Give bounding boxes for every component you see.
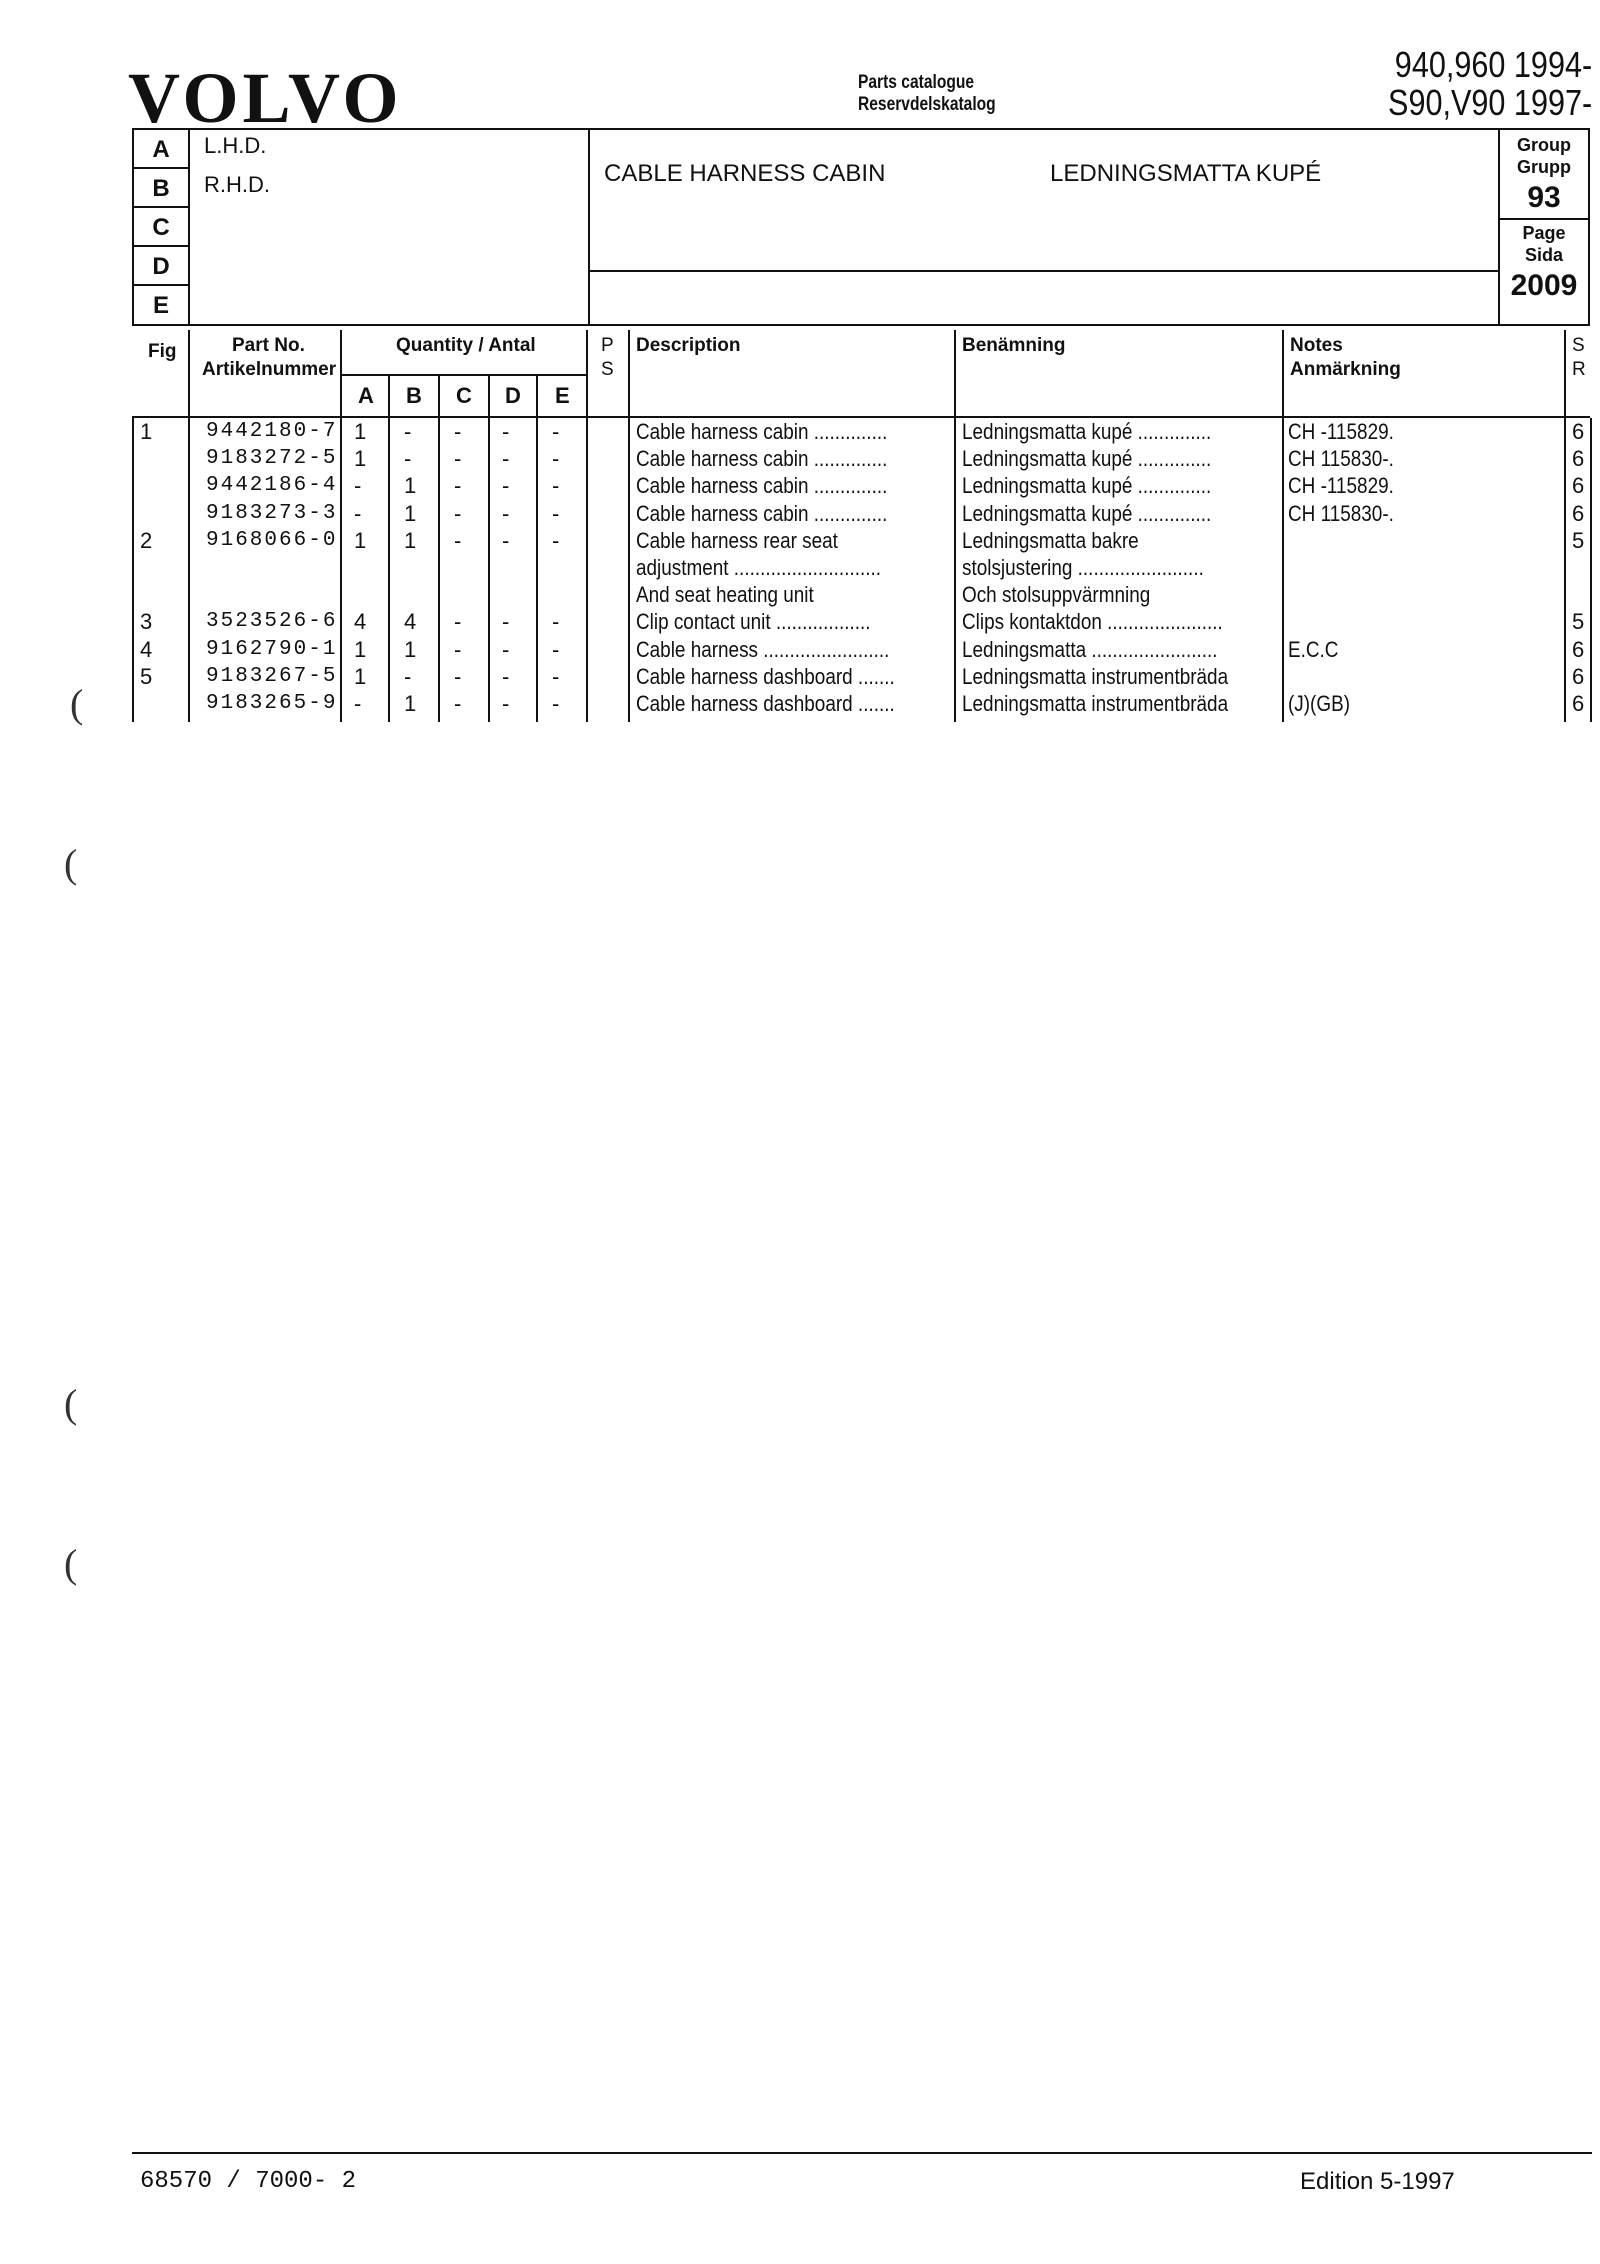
fig-number: 5	[140, 663, 153, 689]
table-row	[132, 418, 1590, 445]
benamning: Ledningsmatta instrumentbräda	[962, 691, 1229, 716]
table-row	[132, 527, 1590, 554]
description: Cable harness rear seat	[636, 527, 838, 553]
description: adjustment ............................	[636, 555, 881, 580]
notes: CH 115830-.	[1288, 446, 1394, 472]
sr-code: 6	[1572, 446, 1585, 472]
notes: E.C.C	[1288, 636, 1339, 662]
model-line-2: S90,V90 1997-	[1387, 82, 1592, 123]
description: Cable harness cabin ..............	[636, 500, 888, 526]
table-row	[132, 690, 1590, 717]
benamning: Ledningsmatta kupé ..............	[962, 473, 1212, 499]
variant-letters	[134, 130, 190, 324]
fig-number: 3	[140, 609, 153, 635]
sr-code: 6	[1572, 419, 1585, 444]
benamning: Ledningsmatta bakre	[962, 527, 1139, 553]
col-qty-b: B	[406, 383, 422, 408]
col-qty-e: E	[555, 383, 570, 408]
punch-mark: (	[70, 681, 84, 726]
benamning: stolsjustering ........................	[962, 555, 1204, 580]
qty-b: 1	[404, 500, 417, 526]
table-column-rule	[1590, 418, 1592, 722]
catalogue-en: Parts catalogue	[858, 72, 975, 93]
qty-b: -	[404, 419, 412, 444]
qty-b: 1	[404, 691, 417, 716]
col-sr-r: R	[1572, 359, 1586, 380]
col-description: Description	[636, 335, 741, 356]
benamning: Ledningsmatta kupé ..............	[962, 446, 1212, 472]
title-sv: LEDNINGSMATTA KUPÉ	[1050, 160, 1322, 187]
qty-e: -	[552, 446, 560, 472]
qty-e: -	[552, 636, 560, 662]
description: Cable harness cabin ..............	[636, 473, 888, 499]
sr-code: 5	[1572, 609, 1585, 635]
qty-a: 1	[354, 527, 367, 553]
footer-rule	[132, 2152, 1592, 2154]
part-number: 3523526-6	[206, 610, 338, 634]
qty-b: -	[404, 446, 412, 472]
description: Cable harness dashboard .......	[636, 691, 895, 716]
description: Cable harness cabin ..............	[636, 419, 888, 444]
variant-b: B	[134, 169, 188, 208]
sr-code: 6	[1572, 691, 1585, 716]
edition: Edition 5-1997	[1300, 2168, 1455, 2195]
col-artikel: Artikelnummer	[202, 359, 337, 380]
benamning: Och stolsuppvärmning	[962, 582, 1151, 608]
header-box	[132, 128, 1590, 326]
table-row	[132, 554, 1590, 581]
qty-b: 1	[404, 636, 417, 662]
sr-code: 6	[1572, 473, 1585, 499]
qty-a: 4	[354, 609, 367, 635]
document-number: 68570 / 7000- 2	[140, 2168, 357, 2195]
sr-code: 6	[1572, 663, 1585, 689]
description: Cable harness cabin ..............	[636, 446, 888, 472]
qty-b: 1	[404, 473, 417, 499]
col-notes: Notes	[1290, 335, 1343, 356]
drive-lhd: L.H.D.	[204, 133, 267, 158]
sr-code: 6	[1572, 636, 1585, 662]
qty-d: -	[502, 663, 510, 689]
notes: CH 115830-.	[1288, 500, 1394, 526]
col-fig: Fig	[148, 341, 177, 362]
table-row	[132, 581, 1590, 608]
qty-a: 1	[354, 419, 367, 444]
qty-c: -	[454, 636, 462, 662]
fig-number: 1	[140, 419, 153, 444]
group-label-sv: Grupp	[1517, 157, 1571, 177]
qty-e: -	[552, 500, 560, 526]
part-number: 9442180-7	[206, 420, 338, 443]
qty-c: -	[454, 527, 462, 553]
description: And seat heating unit	[636, 582, 814, 608]
qty-e: -	[552, 527, 560, 553]
part-number: 9442186-4	[206, 474, 338, 498]
model-line-1: 940,960 1994-	[1394, 44, 1592, 85]
punch-mark: (	[64, 1541, 78, 1586]
qty-e: -	[552, 609, 560, 635]
title-divider	[590, 270, 1498, 272]
part-number: 9162790-1	[206, 637, 338, 661]
table-row	[132, 663, 1590, 690]
catalogue-title	[858, 72, 996, 116]
table-row	[132, 445, 1590, 472]
qty-a: -	[354, 500, 362, 526]
qty-d: -	[502, 500, 510, 526]
group-box	[1500, 130, 1588, 324]
col-anmarkning: Anmärkning	[1290, 359, 1401, 380]
fig-number: 4	[140, 636, 153, 662]
model-range	[1388, 46, 1592, 122]
page-label-sv: Sida	[1524, 245, 1563, 265]
qty-b: 1	[404, 527, 417, 553]
qty-d: -	[502, 636, 510, 662]
qty-a: -	[354, 691, 362, 716]
description: Clip contact unit ..................	[636, 609, 871, 635]
variant-d: D	[134, 247, 188, 286]
qty-d: -	[502, 419, 510, 444]
punch-mark: (	[64, 841, 78, 886]
col-benamning: Benämning	[962, 335, 1066, 356]
benamning: Ledningsmatta instrumentbräda	[962, 663, 1229, 689]
qty-d: -	[502, 446, 510, 472]
benamning: Clips kontaktdon ......................	[962, 609, 1223, 635]
qty-a: -	[354, 473, 362, 499]
qty-a: 1	[354, 636, 367, 662]
table-row	[132, 500, 1590, 527]
qty-a: 1	[354, 663, 367, 689]
col-ps-p: P	[601, 335, 614, 356]
group-label-en: Group	[1517, 135, 1571, 155]
qty-d: -	[502, 473, 510, 499]
col-ps-s: S	[601, 359, 614, 380]
qty-d: -	[502, 691, 510, 716]
notes: CH -115829.	[1288, 419, 1394, 444]
part-number: 9183272-5	[206, 447, 338, 471]
table-row	[132, 636, 1590, 663]
col-qty-c: C	[456, 383, 472, 408]
qty-e: -	[552, 419, 560, 444]
col-qty-d: D	[505, 383, 521, 408]
table-row	[132, 608, 1590, 635]
variant-a: A	[134, 130, 188, 169]
parts-table-body	[132, 418, 1590, 722]
description: Cable harness ........................	[636, 636, 890, 662]
sr-code: 6	[1572, 500, 1585, 526]
qty-b: -	[404, 663, 412, 689]
qty-c: -	[454, 473, 462, 499]
title-box	[588, 130, 1500, 324]
fig-number: 2	[140, 527, 153, 553]
benamning: Ledningsmatta kupé ..............	[962, 500, 1212, 526]
qty-c: -	[454, 609, 462, 635]
qty-a: 1	[354, 446, 367, 472]
group-number: 93	[1527, 181, 1561, 214]
qty-d: -	[502, 609, 510, 635]
col-quantity: Quantity / Antal	[396, 335, 536, 356]
group-divider	[1500, 218, 1588, 220]
description: Cable harness dashboard .......	[636, 663, 895, 689]
catalogue-sv: Reservdelskatalog	[858, 94, 996, 115]
sr-code: 5	[1572, 527, 1585, 553]
qty-c: -	[454, 446, 462, 472]
table-row	[132, 472, 1590, 499]
title-en: CABLE HARNESS CABIN	[604, 160, 886, 187]
table-header	[132, 330, 1590, 416]
variant-c: C	[134, 208, 188, 247]
volvo-logo: VOLVO	[128, 58, 403, 138]
part-number: 9168066-0	[206, 528, 338, 552]
qty-c: -	[454, 500, 462, 526]
col-sr-s: S	[1572, 335, 1585, 356]
col-qty-a: A	[358, 383, 374, 408]
qty-d: -	[502, 527, 510, 553]
qty-e: -	[552, 663, 560, 689]
qty-c: -	[454, 691, 462, 716]
punch-mark: (	[64, 1381, 78, 1426]
qty-e: -	[552, 691, 560, 716]
qty-c: -	[454, 419, 462, 444]
benamning: Ledningsmatta kupé ..............	[962, 419, 1212, 444]
part-number: 9183273-3	[206, 501, 338, 525]
part-number: 9183267-5	[206, 664, 338, 688]
part-number: 9183265-9	[206, 692, 338, 715]
page-label-en: Page	[1522, 223, 1566, 243]
qty-e: -	[552, 473, 560, 499]
page-number: 2009	[1510, 269, 1578, 302]
qty-c: -	[454, 663, 462, 689]
benamning: Ledningsmatta ........................	[962, 636, 1218, 662]
variant-e: E	[152, 292, 169, 319]
drive-rhd: R.H.D.	[204, 172, 270, 197]
notes: CH -115829.	[1288, 473, 1394, 499]
notes: (J)(GB)	[1288, 691, 1351, 716]
col-part-no: Part No.	[232, 335, 305, 356]
qty-b: 4	[404, 609, 417, 635]
